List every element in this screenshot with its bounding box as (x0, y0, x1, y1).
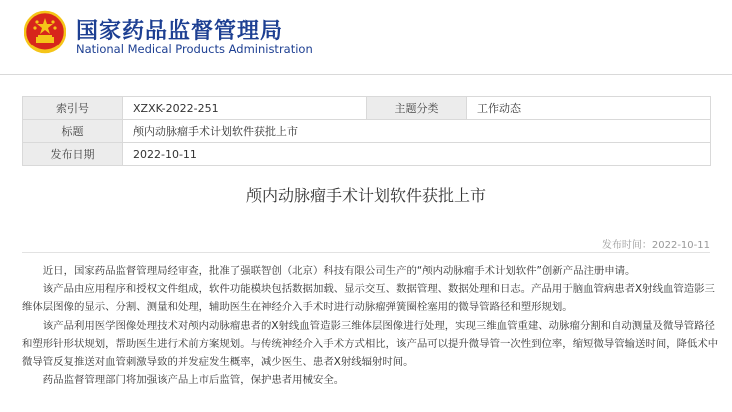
article-meta-table (22, 96, 711, 166)
meta-row-index (23, 97, 711, 120)
site-header (0, 0, 732, 72)
paragraph: 该产品由应用程序和授权文件组成，软件功能模块包括数据加载、显示交互、数据管理、数据处理和日志。产品用于脑血管病患者X射线血管造影三维体层图像的显示、分割、测量和处理，辅助医生在神经介入手术时进行动脉瘤弹簧圈栓塞用的微导管路径和塑形规划。 (22, 283, 715, 314)
meta-row-title (23, 120, 711, 143)
meta-row-date (23, 143, 711, 166)
title-value: 颅内动脉瘤手术计划软件获批上市 (123, 120, 711, 143)
header-divider (0, 74, 732, 75)
index-value: XZXK-2022-251 (123, 97, 367, 120)
site-title-cn[interactable]: 国家药品监督管理局 (76, 19, 284, 44)
publish-time: 发布时间：2022-10-11 (601, 240, 710, 251)
site-title-en[interactable]: National Medical Products Administration (76, 42, 313, 56)
paragraph: 药品监督管理部门将加强该产品上市后监管，保护患者用械安全。 (42, 374, 345, 387)
index-label: 索引号 (23, 97, 123, 120)
paragraph: 该产品利用医学图像处理技术对颅内动脉瘤患者的X射线血管造影三维体层图像进行处理，实现三维血管重建、动脉瘤分割和自动测量及微导管路径和塑形针形状规划，帮助医生进行术前方案规划。与传统神经介入手术方式相比，该产品可以提升微导管一次性到位率，缩短微导管输送时间，降低术中微导管反复推送对血管刺激导致的并发症发生概率，减少医生、患者X射线辐射时间。 (22, 319, 719, 369)
paragraph: 近日，国家药品监督管理局经审查，批准了强联智创（北京）科技有限公司生产的“颅内动脉瘤手术计划软件”创新产品注册申请。 (42, 265, 636, 277)
national-emblem-icon[interactable] (24, 10, 66, 56)
article-title: 颅内动脉瘤手术计划软件获批上市 (245, 186, 486, 205)
category-value: 工作动态 (467, 97, 711, 120)
category-label: 主题分类 (367, 97, 467, 120)
title-label: 标题 (23, 120, 123, 143)
date-value: 2022-10-11 (123, 143, 711, 166)
title-divider (22, 252, 710, 253)
date-label: 发布日期 (23, 143, 123, 166)
article-body (22, 262, 722, 389)
